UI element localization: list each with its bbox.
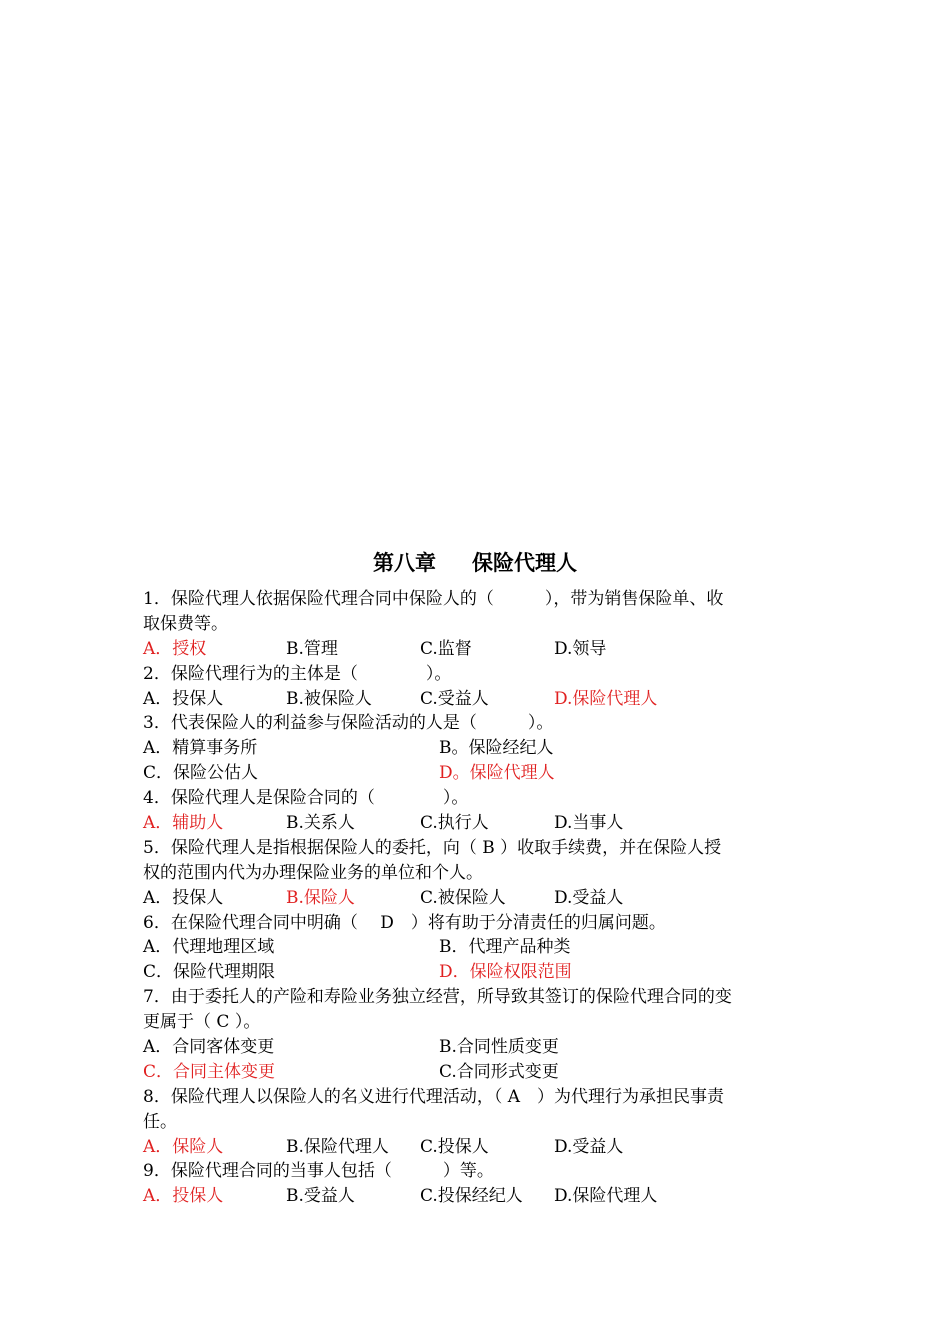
option-row bbox=[143, 1060, 811, 1085]
option-c: C.受益人 bbox=[420, 688, 489, 709]
option-b: B.关系人 bbox=[286, 813, 355, 834]
option-a-correct: A．投保人 bbox=[143, 1186, 224, 1207]
option-c: C.投保经纪人 bbox=[420, 1186, 523, 1207]
option-c: C.被保险人 bbox=[420, 887, 506, 908]
option-d: D.保险代理人 bbox=[554, 1186, 658, 1207]
option-d: D.领导 bbox=[554, 638, 607, 659]
option-row bbox=[143, 687, 811, 712]
option-d: D.受益人 bbox=[554, 887, 624, 908]
option-c: C.投保人 bbox=[420, 1136, 489, 1157]
option-a: A．投保人 bbox=[143, 688, 224, 709]
question-3 bbox=[143, 711, 811, 786]
question-text: 1．保险代理人依据保险代理合同中保险人的（ ），带为销售保险单、收 bbox=[143, 589, 724, 609]
question-text: 7．由于委托人的产险和寿险业务独立经营，所导致其签订的保险代理合同的变 bbox=[143, 987, 732, 1008]
question-8 bbox=[143, 1085, 811, 1160]
question-text: 3．代表保险人的利益参与保险活动的人是（ ）。 bbox=[143, 713, 554, 734]
option-a-correct: A．授权 bbox=[143, 638, 207, 659]
option-b: B.受益人 bbox=[286, 1186, 355, 1207]
option-c: C.监督 bbox=[420, 638, 472, 659]
question-6 bbox=[143, 911, 811, 986]
option-b-correct: B.保险人 bbox=[286, 887, 355, 908]
option-row bbox=[143, 761, 811, 786]
option-b: B.管理 bbox=[286, 638, 338, 659]
option-c-correct: C．合同主体变更 bbox=[143, 1061, 276, 1082]
question-text: 6．在保险代理合同中明确（ D ）将有助于分清责任的归属问题。 bbox=[143, 912, 666, 933]
question-text: 取保费等。 bbox=[143, 613, 228, 634]
option-d-correct: D.保险代理人 bbox=[554, 688, 658, 709]
option-c: C．保险代理期限 bbox=[143, 962, 276, 983]
question-text: 8．保险代理人以保险人的名义进行代理活动，（ A ）为代理行为承担民事责 bbox=[143, 1086, 724, 1107]
chapter-name: 保险代理人 bbox=[472, 551, 577, 575]
question-9 bbox=[143, 1159, 811, 1209]
option-b: B．代理产品种类 bbox=[439, 937, 571, 958]
option-d: D.受益人 bbox=[554, 1136, 624, 1157]
option-row bbox=[143, 1184, 811, 1209]
option-a: A．投保人 bbox=[143, 887, 224, 908]
question-text: 权的范围内代为办理保险业务的单位和个人。 bbox=[143, 862, 483, 883]
question-text: 9．保险代理合同的当事人包括（ ）等。 bbox=[143, 1161, 494, 1182]
option-d: D.当事人 bbox=[554, 813, 624, 834]
option-row bbox=[143, 960, 811, 985]
option-row bbox=[143, 736, 811, 761]
chapter-title bbox=[0, 548, 950, 578]
option-row bbox=[143, 935, 811, 960]
option-c: C．保险公估人 bbox=[143, 763, 259, 784]
option-d: C.合同形式变更 bbox=[439, 1061, 559, 1082]
option-c: C.执行人 bbox=[420, 813, 489, 834]
question-2 bbox=[143, 662, 811, 712]
option-row bbox=[143, 1135, 811, 1160]
question-text: 任。 bbox=[143, 1111, 177, 1132]
option-b: B.被保险人 bbox=[286, 688, 372, 709]
question-5 bbox=[143, 836, 811, 911]
option-a: A．精算事务所 bbox=[143, 738, 258, 759]
chapter-number: 第八章 bbox=[373, 551, 436, 575]
option-row bbox=[143, 886, 811, 911]
option-row bbox=[143, 1035, 811, 1060]
option-a-correct: A．保险人 bbox=[143, 1136, 224, 1157]
option-row bbox=[143, 811, 811, 836]
option-d-correct: D．保险权限范围 bbox=[439, 962, 572, 983]
question-text: 4．保险代理人是保险合同的（ ）。 bbox=[143, 788, 469, 809]
option-d-correct: D。保险代理人 bbox=[439, 763, 555, 784]
option-a-correct: A．辅助人 bbox=[143, 813, 224, 834]
option-b: B.合同性质变更 bbox=[439, 1037, 559, 1058]
question-text: 更属于（ C ）。 bbox=[143, 1012, 261, 1033]
question-7 bbox=[143, 985, 811, 1085]
question-text: 2．保险代理行为的主体是（ ）。 bbox=[143, 663, 452, 684]
question-4 bbox=[143, 786, 811, 836]
option-b: B.保险代理人 bbox=[286, 1136, 389, 1157]
question-1 bbox=[143, 587, 811, 662]
question-list bbox=[143, 587, 811, 1209]
option-row bbox=[143, 637, 811, 662]
option-b: B。保险经纪人 bbox=[439, 738, 554, 759]
question-text: 5．保险代理人是指根据保险人的委托，向（ B ）收取手续费，并在保险人授 bbox=[143, 837, 722, 858]
option-a: A．合同客体变更 bbox=[143, 1037, 275, 1058]
option-a: A．代理地理区域 bbox=[143, 937, 275, 958]
